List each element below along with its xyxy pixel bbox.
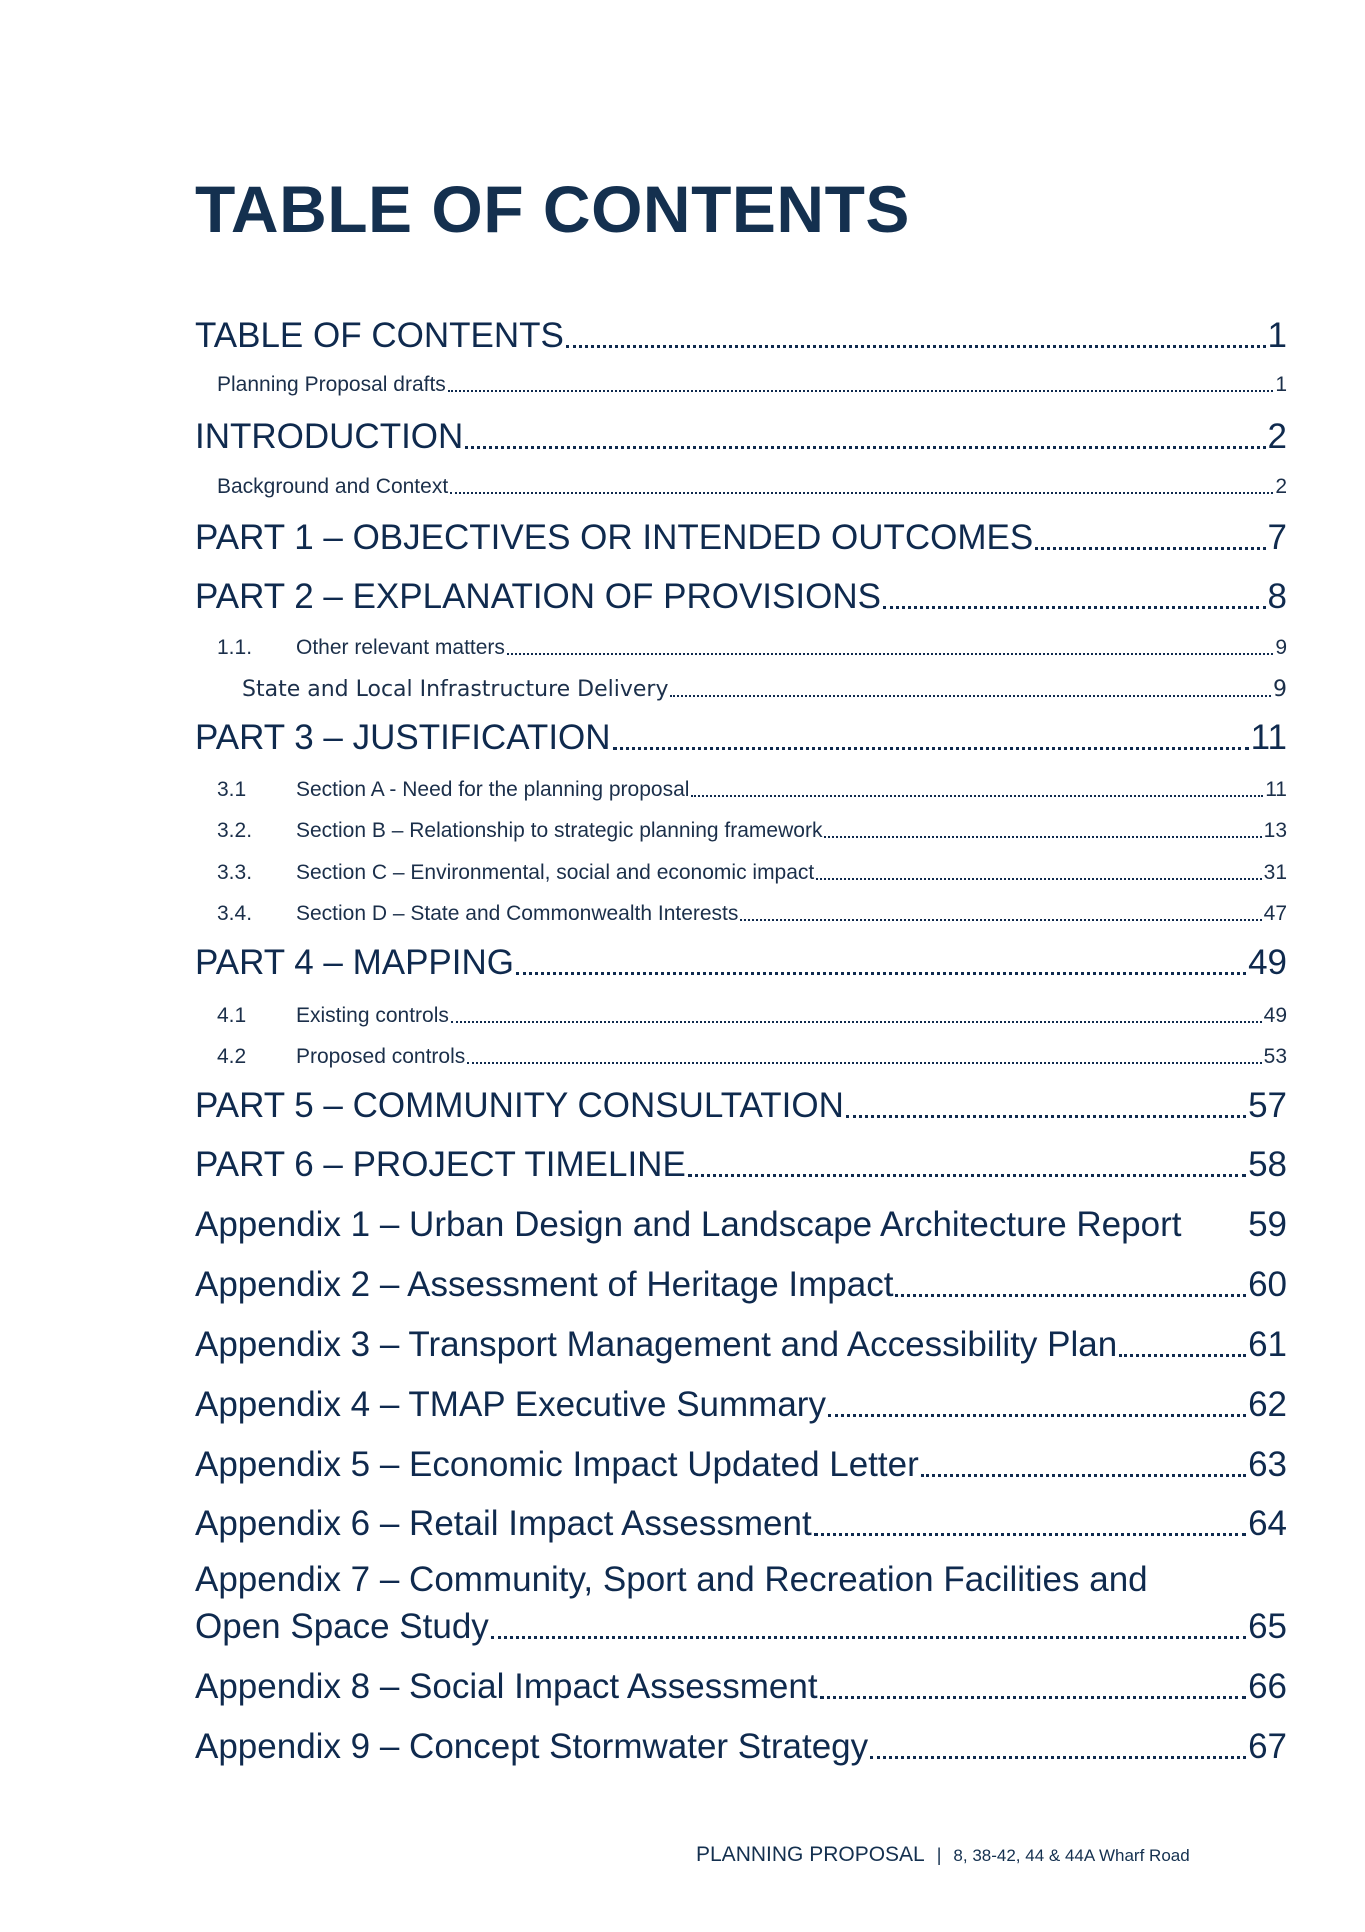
toc-entry-page: 66 <box>1248 1667 1287 1706</box>
toc-entry-appendix-7[interactable] <box>195 1607 1287 1647</box>
toc-entry-page: 9 <box>1273 677 1287 702</box>
toc-entry-page: 49 <box>1248 943 1287 982</box>
toc-entry-appendix-3[interactable] <box>195 1325 1287 1365</box>
toc-leader <box>491 1636 1246 1639</box>
toc-leader <box>613 747 1249 750</box>
toc-entry-label: Appendix 1 – Urban Design and Landscape Architecture Report <box>195 1205 1182 1244</box>
footer-separator: | <box>936 1845 942 1865</box>
toc-entry-page: 62 <box>1248 1385 1287 1424</box>
toc-entry-label: Section B – Relationship to strategic planning framework <box>296 819 823 842</box>
toc-entry-label: State and Local Infrastructure Delivery <box>242 677 669 702</box>
toc-entry-number: 4.1 <box>217 1004 247 1027</box>
toc-entry-page: 60 <box>1248 1265 1287 1304</box>
toc-entry-appendix-9[interactable] <box>195 1727 1287 1767</box>
toc-entry-label: Appendix 9 – Concept Stormwater Strategy <box>195 1727 869 1766</box>
toc-entry-introduction[interactable] <box>195 417 1287 457</box>
toc-entry-appendix-4[interactable] <box>195 1385 1287 1425</box>
toc-entry-label: Appendix 3 – Transport Management and Accessibility Plan <box>195 1325 1118 1364</box>
toc-leader <box>820 1696 1247 1699</box>
toc-entry-label: Appendix 4 – TMAP Executive Summary <box>195 1385 826 1424</box>
toc-entry-part-3[interactable] <box>195 718 1287 758</box>
toc-entry-label: Section D – State and Commonwealth Interests <box>296 902 739 925</box>
toc-leader <box>467 1062 1261 1064</box>
toc-leader <box>895 1294 1246 1297</box>
toc-entry-page: 7 <box>1267 518 1287 557</box>
toc-entry-label: INTRODUCTION <box>195 417 464 456</box>
toc-entry-page: 67 <box>1248 1727 1287 1766</box>
toc-entry-label: PART 4 – MAPPING <box>195 943 514 982</box>
toc-entry-part-5[interactable] <box>195 1086 1287 1126</box>
toc-leader <box>507 653 1273 655</box>
toc-entry-page: 63 <box>1248 1445 1287 1484</box>
toc-entry-page: 8 <box>1267 577 1287 616</box>
toc-entry-label: Section C – Environmental, social and economic impact <box>296 861 815 884</box>
toc-entry-label: PART 6 – PROJECT TIMELINE <box>195 1145 686 1184</box>
footer-address: 8, 38-42, 44 & 44A Wharf Road <box>953 1846 1190 1865</box>
toc-leader <box>1183 1234 1246 1237</box>
toc-entry-appendix-5[interactable] <box>195 1445 1287 1485</box>
toc-leader <box>883 606 1266 609</box>
toc-leader <box>824 836 1261 838</box>
toc-entry-section-3-1[interactable] <box>217 778 1287 802</box>
toc-entry-appendix-2[interactable] <box>195 1265 1287 1305</box>
toc-entry-number: 3.1 <box>217 778 247 801</box>
toc-entry-part-4[interactable] <box>195 943 1287 983</box>
toc-entry-label: Appendix 8 – Social Impact Assessment <box>195 1667 818 1706</box>
toc-entry-page: 58 <box>1248 1145 1287 1184</box>
toc-entry-part-6[interactable] <box>195 1145 1287 1185</box>
toc-leader <box>1035 547 1265 550</box>
toc-entry-number: 4.2 <box>217 1045 247 1068</box>
toc-entry-label: PART 1 – OBJECTIVES OR INTENDED OUTCOMES <box>195 518 1034 557</box>
toc-entry-label: Existing controls <box>296 1004 449 1027</box>
toc-entry-section-3-3[interactable] <box>217 861 1287 885</box>
toc-entry-section-4-1[interactable] <box>217 1004 1287 1028</box>
toc-entry-page: 47 <box>1263 902 1287 925</box>
toc-entry-label: Appendix 2 – Assessment of Heritage Impact <box>195 1265 894 1304</box>
toc-entry-planning-proposal-drafts[interactable] <box>217 373 1287 397</box>
toc-leader <box>448 390 1274 392</box>
toc-leader <box>740 919 1261 921</box>
toc-leader <box>450 492 1273 494</box>
toc-entry-page: 57 <box>1248 1086 1287 1125</box>
toc-leader <box>465 446 1265 449</box>
toc-entry-page: 49 <box>1263 1004 1287 1027</box>
toc-entry-page: 65 <box>1248 1607 1287 1646</box>
toc-entry-label: Proposed controls <box>296 1045 466 1068</box>
toc-entry-page: 59 <box>1248 1205 1287 1244</box>
toc-entry-page: 2 <box>1275 475 1287 498</box>
toc-leader <box>1119 1354 1246 1357</box>
toc-entry-label: Appendix 7 – Community, Sport and Recreation Facilities and <box>195 1560 1148 1599</box>
toc-entry-page: 9 <box>1275 636 1287 659</box>
toc-leader <box>828 1414 1246 1417</box>
toc-entry-section-4-2[interactable] <box>217 1045 1287 1069</box>
toc-entry-section-3-2[interactable] <box>217 819 1287 843</box>
toc-entry-page: 11 <box>1265 778 1287 801</box>
toc-entry-number: 3.4. <box>217 902 253 925</box>
toc-entry-page: 1 <box>1267 316 1287 355</box>
toc-leader <box>451 1021 1262 1023</box>
toc-entry-label: Appendix 5 – Economic Impact Updated Letter <box>195 1445 919 1484</box>
toc-entry-appendix-6[interactable] <box>195 1504 1287 1544</box>
toc-entry-section-1-1[interactable] <box>217 636 1287 660</box>
toc-entry-part-1[interactable] <box>195 518 1287 558</box>
toc-entry-label: Appendix 6 – Retail Impact Assessment <box>195 1504 812 1543</box>
toc-entry-background[interactable] <box>217 475 1287 499</box>
page-footer <box>696 1843 1190 1867</box>
toc-entry-part-2[interactable] <box>195 577 1287 617</box>
toc-entry-label: Section A - Need for the planning proposal <box>296 778 690 801</box>
toc-leader <box>566 345 1266 348</box>
toc-leader <box>846 1115 1246 1118</box>
toc-entry-label: Other relevant matters <box>296 636 505 659</box>
toc-leader <box>688 1174 1246 1177</box>
toc-entry-appendix-8[interactable] <box>195 1667 1287 1707</box>
toc-leader <box>691 795 1263 797</box>
toc-entry-page: 64 <box>1248 1504 1287 1543</box>
toc-leader <box>814 1533 1246 1536</box>
toc-entry-label: Background and Context <box>217 475 449 498</box>
toc-leader <box>670 695 1271 697</box>
toc-entry-appendix-7-line1[interactable] <box>195 1560 1287 1600</box>
toc-entry-page: 61 <box>1248 1325 1287 1364</box>
footer-document-title: PLANNING PROPOSAL <box>696 1843 925 1866</box>
toc-entry-infrastructure-delivery[interactable] <box>242 677 1287 702</box>
toc-entry-label: Open Space Study <box>195 1607 489 1646</box>
toc-entry-number: 3.3. <box>217 861 253 884</box>
toc-entry-table-of-contents[interactable] <box>195 316 1287 356</box>
toc-entry-number: 3.2. <box>217 819 253 842</box>
toc-leader <box>870 1756 1246 1759</box>
toc-leader <box>816 878 1261 880</box>
toc-leader <box>516 972 1246 975</box>
toc-leader <box>921 1474 1246 1477</box>
toc-entry-number: 1.1. <box>217 636 253 659</box>
toc-entry-page: 31 <box>1263 861 1287 884</box>
toc-entry-page: 2 <box>1267 417 1287 456</box>
toc-entry-label: Planning Proposal drafts <box>217 373 446 396</box>
toc-entry-label: PART 2 – EXPLANATION OF PROVISIONS <box>195 577 881 616</box>
toc-entry-label: PART 3 – JUSTIFICATION <box>195 718 611 757</box>
toc-entry-label: PART 5 – COMMUNITY CONSULTATION <box>195 1086 844 1125</box>
page-title: TABLE OF CONTENTS <box>195 172 910 246</box>
toc-entry-label: TABLE OF CONTENTS <box>195 316 564 355</box>
toc-entry-page: 13 <box>1263 819 1287 842</box>
toc-entry-section-3-4[interactable] <box>217 902 1287 926</box>
toc-entry-page: 1 <box>1275 373 1287 396</box>
toc-entry-page: 53 <box>1263 1045 1287 1068</box>
toc-entry-appendix-1[interactable] <box>195 1205 1287 1245</box>
toc-entry-page: 11 <box>1250 718 1287 757</box>
